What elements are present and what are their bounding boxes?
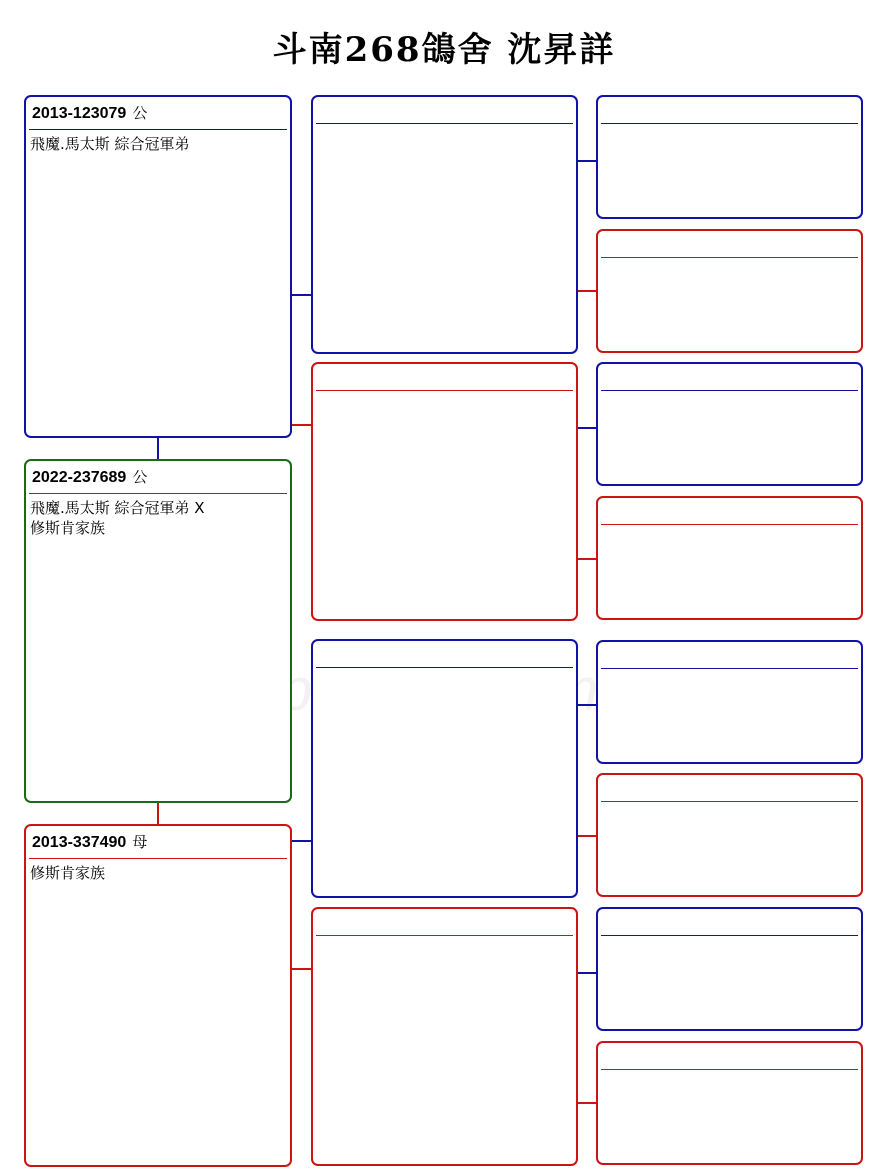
dam-ring-number: 2013-337490 [32, 834, 127, 851]
subject-sex: 公 [132, 468, 148, 486]
connector-g2-to-gg3 [578, 427, 597, 429]
dam-divider [29, 858, 287, 859]
connector-dam-to-grandsire [292, 840, 311, 842]
paternal-granddam-card [311, 362, 578, 621]
paternal-grandsire-card [311, 95, 578, 354]
connector-g4-to-gg7 [578, 972, 597, 974]
connector-g3-to-gg6 [578, 835, 597, 837]
card-divider [601, 257, 858, 258]
card-divider [601, 123, 858, 124]
sire-sex: 公 [132, 104, 148, 122]
connector-g2-to-gg4 [578, 558, 597, 560]
card-divider [601, 390, 858, 391]
sire-description: 飛魔.馬太斯 綜合冠軍弟 [30, 135, 190, 153]
sire-card [24, 95, 292, 438]
card-divider [601, 1069, 858, 1070]
connector-sire-to-grandsire [292, 294, 311, 296]
subject-description: 飛魔.馬太斯 綜合冠軍弟 X 修斯肯家族 [30, 499, 205, 537]
card-divider [601, 668, 858, 669]
great-grandparent-card-6 [596, 773, 863, 897]
great-grandparent-card-3 [596, 362, 863, 486]
great-grandparent-card-5 [596, 640, 863, 764]
sire-header [32, 102, 147, 123]
subject-divider [29, 493, 287, 494]
maternal-grandsire-card [311, 639, 578, 898]
card-divider [601, 801, 858, 802]
maternal-granddam-card [311, 907, 578, 1166]
connector-sire-to-granddam [292, 424, 311, 426]
subject-card [24, 459, 292, 803]
card-divider [316, 123, 573, 124]
great-grandparent-card-1 [596, 95, 863, 219]
dam-header [32, 831, 147, 852]
sire-ring-number: 2013-123079 [32, 105, 127, 122]
connector-sire-subject [157, 437, 159, 460]
connector-g3-to-gg5 [578, 704, 597, 706]
card-divider [601, 524, 858, 525]
card-divider [601, 935, 858, 936]
great-grandparent-card-2 [596, 229, 863, 353]
great-grandparent-card-4 [596, 496, 863, 620]
connector-g1-to-gg1 [578, 160, 597, 162]
subject-ring-number: 2022-237689 [32, 469, 127, 486]
connector-g4-to-gg8 [578, 1102, 597, 1104]
sire-divider [29, 129, 287, 130]
card-divider [316, 667, 573, 668]
dam-card [24, 824, 292, 1167]
subject-header [32, 466, 147, 487]
great-grandparent-card-8 [596, 1041, 863, 1165]
great-grandparent-card-7 [596, 907, 863, 1031]
card-divider [316, 390, 573, 391]
connector-dam-to-granddam [292, 968, 311, 970]
connector-g1-to-gg2 [578, 290, 597, 292]
dam-description: 修斯肯家族 [30, 864, 106, 882]
card-divider [316, 935, 573, 936]
page-title: 斗南268鴿舍 沈昇詳 [272, 30, 616, 70]
dam-sex: 母 [132, 833, 148, 851]
connector-subject-dam [157, 802, 159, 825]
